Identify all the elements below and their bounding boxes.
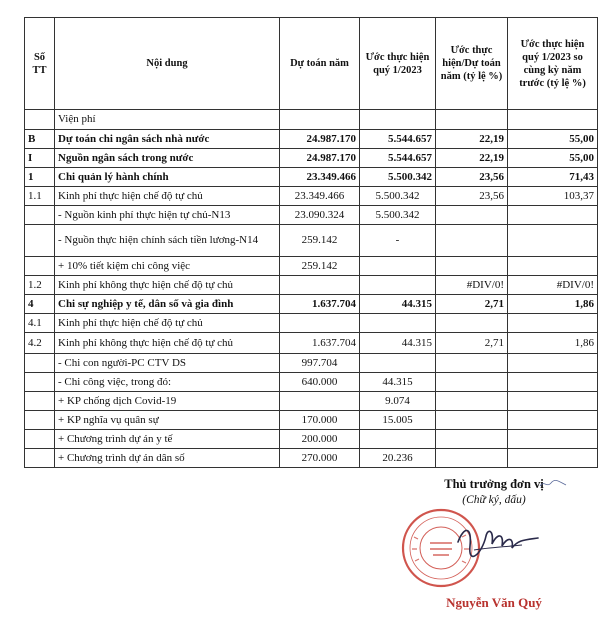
table-row	[25, 392, 598, 411]
header-row	[25, 18, 598, 110]
header-q1-estimate: Ước thực hiện quý 1/2023	[360, 18, 436, 110]
cell-stt	[25, 354, 55, 373]
table-row	[25, 373, 598, 392]
cell-ratio-prev	[508, 206, 598, 225]
table-row	[25, 333, 598, 354]
cell-ratio-prev: 55,00	[508, 130, 598, 149]
table-row	[25, 257, 598, 276]
table-row	[25, 149, 598, 168]
cell-content: Kinh phí không thực hiện chế độ tự chủ	[55, 276, 280, 295]
budget-table	[24, 17, 598, 468]
cell-annual: 259.142	[280, 225, 360, 257]
cell-content: + KP nghĩa vụ quân sự	[55, 411, 280, 430]
cell-stt	[25, 257, 55, 276]
cell-content: Nguồn ngân sách trong nước	[55, 149, 280, 168]
cell-stt	[25, 392, 55, 411]
cell-ratio-prev: 103,37	[508, 187, 598, 206]
cell-q1: 20.236	[360, 449, 436, 468]
table-row	[25, 449, 598, 468]
cell-annual: 23.349.466	[280, 168, 360, 187]
cell-annual: 1.637.704	[280, 295, 360, 314]
cell-q1: 9.074	[360, 392, 436, 411]
cell-ratio	[436, 430, 508, 449]
cell-ratio-prev: 71,43	[508, 168, 598, 187]
cell-content: - Chi công việc, trong đó:	[55, 373, 280, 392]
cell-q1: 44.315	[360, 373, 436, 392]
cell-stt	[25, 110, 55, 130]
cell-ratio-prev	[508, 110, 598, 130]
cell-content: Kinh phí không thực hiện chế độ tự chủ	[55, 333, 280, 354]
cell-content: + KP chống dịch Covid-19	[55, 392, 280, 411]
cell-content: Chi quản lý hành chính	[55, 168, 280, 187]
table-row	[25, 168, 598, 187]
cell-content: + Chương trình dự án y tế	[55, 430, 280, 449]
table-row	[25, 187, 598, 206]
cell-annual: 1.637.704	[280, 333, 360, 354]
cell-ratio	[436, 257, 508, 276]
cell-annual	[280, 392, 360, 411]
cell-ratio: #DIV/0!	[436, 276, 508, 295]
cell-q1: 5.544.657	[360, 130, 436, 149]
cell-ratio	[436, 206, 508, 225]
initial-mark	[538, 478, 568, 490]
header-ratio-prev-year: Ước thực hiện quý 1/2023 so cùng kỳ năm trước (tỷ lệ %)	[508, 18, 598, 110]
cell-stt	[25, 449, 55, 468]
cell-q1	[360, 110, 436, 130]
cell-stt	[25, 225, 55, 257]
cell-ratio-prev	[508, 314, 598, 333]
cell-annual	[280, 314, 360, 333]
cell-q1	[360, 314, 436, 333]
cell-q1: 15.005	[360, 411, 436, 430]
cell-annual: 270.000	[280, 449, 360, 468]
cell-q1	[360, 430, 436, 449]
cell-annual: 640.000	[280, 373, 360, 392]
cell-content: Dự toán chi ngân sách nhà nước	[55, 130, 280, 149]
cell-q1: 44.315	[360, 295, 436, 314]
cell-content: Kinh phí thực hiện chế độ tự chủ	[55, 314, 280, 333]
cell-content: - Chi con người-PC CTV DS	[55, 354, 280, 373]
cell-stt: 4.1	[25, 314, 55, 333]
cell-ratio	[436, 314, 508, 333]
cell-ratio	[436, 449, 508, 468]
cell-ratio-prev	[508, 354, 598, 373]
cell-ratio: 22,19	[436, 130, 508, 149]
cell-q1: 44.315	[360, 333, 436, 354]
cell-content: Viện phí	[55, 110, 280, 130]
signer-name: Nguyễn Văn Quý	[446, 595, 542, 610]
cell-stt: 1.2	[25, 276, 55, 295]
cell-content: - Nguồn kinh phí thực hiện tự chủ-N13	[55, 206, 280, 225]
cell-ratio-prev	[508, 373, 598, 392]
cell-ratio: 23,56	[436, 187, 508, 206]
cell-ratio-prev: #DIV/0!	[508, 276, 598, 295]
signature-subtitle: (Chữ ký, dấu)	[462, 494, 526, 506]
cell-stt	[25, 411, 55, 430]
cell-ratio	[436, 354, 508, 373]
table-row	[25, 225, 598, 257]
cell-ratio	[436, 392, 508, 411]
cell-ratio-prev: 1,86	[508, 333, 598, 354]
cell-q1	[360, 354, 436, 373]
cell-q1: 5.500.342	[360, 206, 436, 225]
cell-stt: I	[25, 149, 55, 168]
table-row	[25, 110, 598, 130]
cell-content: Kinh phí thực hiện chế độ tự chủ	[55, 187, 280, 206]
cell-content: + 10% tiết kiệm chi công việc	[55, 257, 280, 276]
cell-q1: 5.500.342	[360, 187, 436, 206]
table-row	[25, 130, 598, 149]
cell-ratio: 2,71	[436, 333, 508, 354]
cell-ratio	[436, 373, 508, 392]
cell-ratio	[436, 110, 508, 130]
cell-ratio: 23,56	[436, 168, 508, 187]
cell-stt: 1	[25, 168, 55, 187]
cell-annual: 23.349.466	[280, 187, 360, 206]
cell-annual: 24.987.170	[280, 149, 360, 168]
cell-annual: 259.142	[280, 257, 360, 276]
cell-annual: 170.000	[280, 411, 360, 430]
signature-title: Thủ trưởng đơn vị	[444, 477, 544, 491]
cell-stt: B	[25, 130, 55, 149]
cell-ratio: 2,71	[436, 295, 508, 314]
cell-annual: 24.987.170	[280, 130, 360, 149]
cell-content: - Nguồn thực hiện chính sách tiền lương-N14	[55, 225, 280, 257]
cell-stt	[25, 206, 55, 225]
cell-q1: -	[360, 225, 436, 257]
cell-ratio-prev	[508, 225, 598, 257]
cell-stt: 4	[25, 295, 55, 314]
cell-q1: 5.500.342	[360, 168, 436, 187]
table-row	[25, 276, 598, 295]
header-stt: Số TT	[25, 18, 55, 110]
cell-content: + Chương trình dự án dân số	[55, 449, 280, 468]
cell-q1: 5.544.657	[360, 149, 436, 168]
cell-content: Chi sự nghiệp y tế, dân số và gia đình	[55, 295, 280, 314]
table-row	[25, 411, 598, 430]
table-row	[25, 295, 598, 314]
cell-ratio	[436, 411, 508, 430]
cell-q1	[360, 276, 436, 295]
cell-ratio	[436, 225, 508, 257]
cell-annual: 23.090.324	[280, 206, 360, 225]
cell-annual: 997.704	[280, 354, 360, 373]
cell-ratio-prev	[508, 411, 598, 430]
cell-stt	[25, 430, 55, 449]
cell-ratio-prev: 55,00	[508, 149, 598, 168]
cell-stt: 1.1	[25, 187, 55, 206]
cell-ratio-prev	[508, 392, 598, 411]
header-annual-estimate: Dự toán năm	[280, 18, 360, 110]
cell-annual	[280, 110, 360, 130]
cell-stt	[25, 373, 55, 392]
cell-stt: 4.2	[25, 333, 55, 354]
table-row	[25, 354, 598, 373]
handwritten-signature	[452, 520, 542, 560]
cell-ratio-prev	[508, 257, 598, 276]
cell-annual: 200.000	[280, 430, 360, 449]
table-row	[25, 430, 598, 449]
cell-q1	[360, 257, 436, 276]
cell-ratio-prev	[508, 449, 598, 468]
header-content: Nội dung	[55, 18, 280, 110]
cell-ratio: 22,19	[436, 149, 508, 168]
header-ratio-estimate: Ước thực hiện/Dự toán năm (tỷ lệ %)	[436, 18, 508, 110]
cell-annual	[280, 276, 360, 295]
table-row	[25, 314, 598, 333]
cell-ratio-prev	[508, 430, 598, 449]
cell-ratio-prev: 1,86	[508, 295, 598, 314]
table-row	[25, 206, 598, 225]
